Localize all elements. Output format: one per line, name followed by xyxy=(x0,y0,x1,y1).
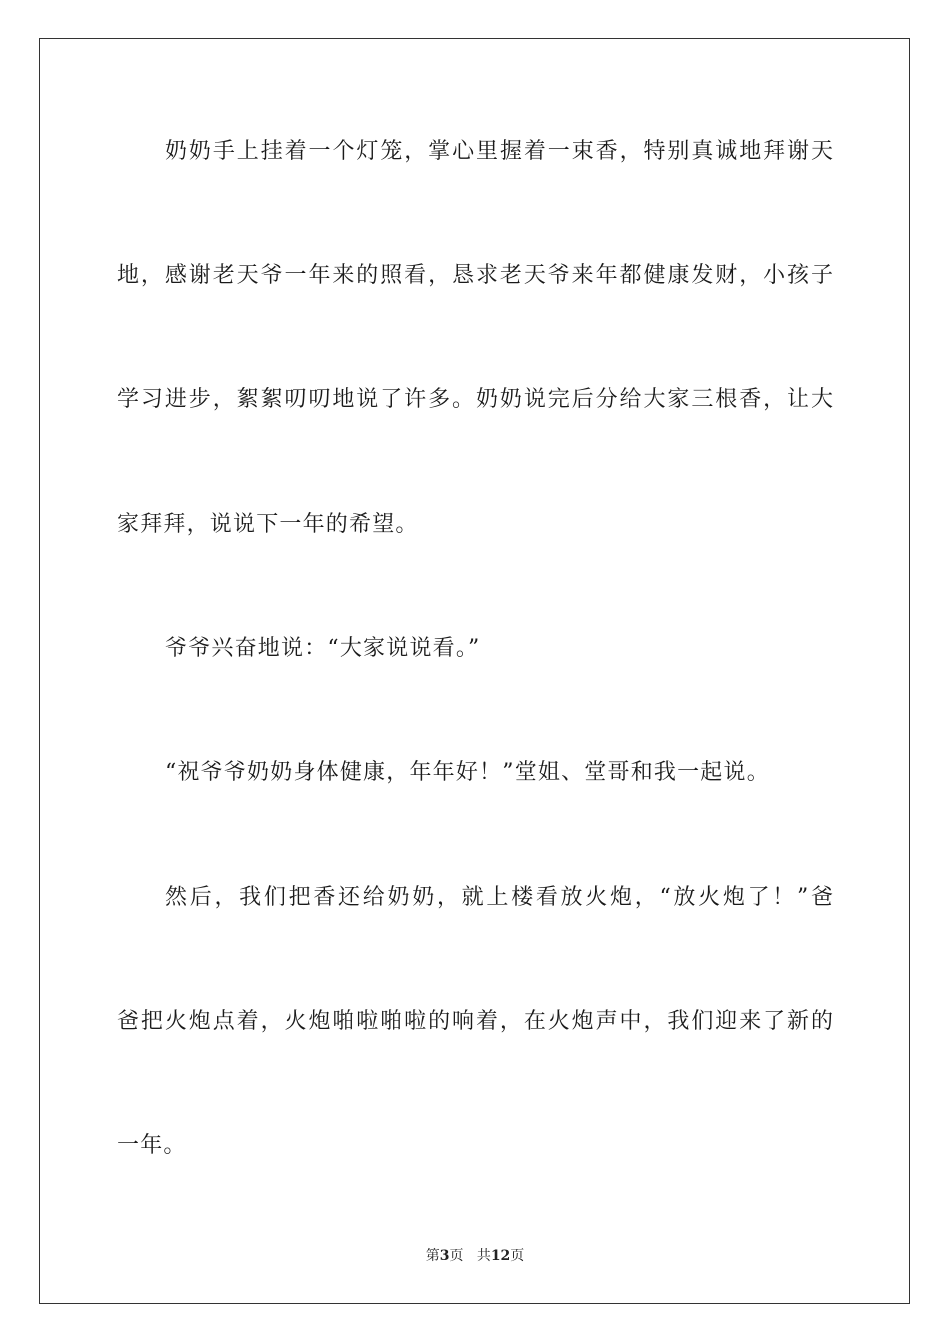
page-border xyxy=(39,38,910,1304)
paragraph-line: 学习进步，絮絮叨叨地说了许多。奶奶说完后分给大家三根香，让大 xyxy=(117,387,833,412)
footer-page-prefix: 第 xyxy=(425,1248,440,1264)
paragraph-line: 爸把火炮点着，火炮啪啦啪啦的响着，在火炮声中，我们迎来了新的 xyxy=(117,1009,833,1034)
paragraph-line: 家拜拜，说说下一年的希望。 xyxy=(117,512,419,537)
page-footer xyxy=(0,1247,950,1265)
paragraph-line: “祝爷爷奶奶身体健康，年年好！”堂姐、堂哥和我一起说。 xyxy=(165,760,770,785)
footer-total-pages: 12 xyxy=(490,1248,511,1264)
footer-total-prefix: 共 xyxy=(476,1248,491,1264)
footer-total-suffix: 页 xyxy=(510,1248,525,1264)
footer-page-suffix: 页 xyxy=(449,1248,464,1264)
footer-page-number: 3 xyxy=(439,1248,450,1264)
paragraph-line: 一年。 xyxy=(117,1133,187,1158)
paragraph-line: 奶奶手上挂着一个灯笼，掌心里握着一束香，特别真诚地拜谢天 xyxy=(165,139,833,164)
paragraph-line: 爷爷兴奋地说：“大家说说看。” xyxy=(165,636,481,661)
paragraph-line: 然后，我们把香还给奶奶，就上楼看放火炮，“放火炮了！”爸 xyxy=(165,885,833,910)
paragraph-line: 地，感谢老天爷一年来的照看，恳求老天爷来年都健康发财，小孩子 xyxy=(117,263,833,288)
